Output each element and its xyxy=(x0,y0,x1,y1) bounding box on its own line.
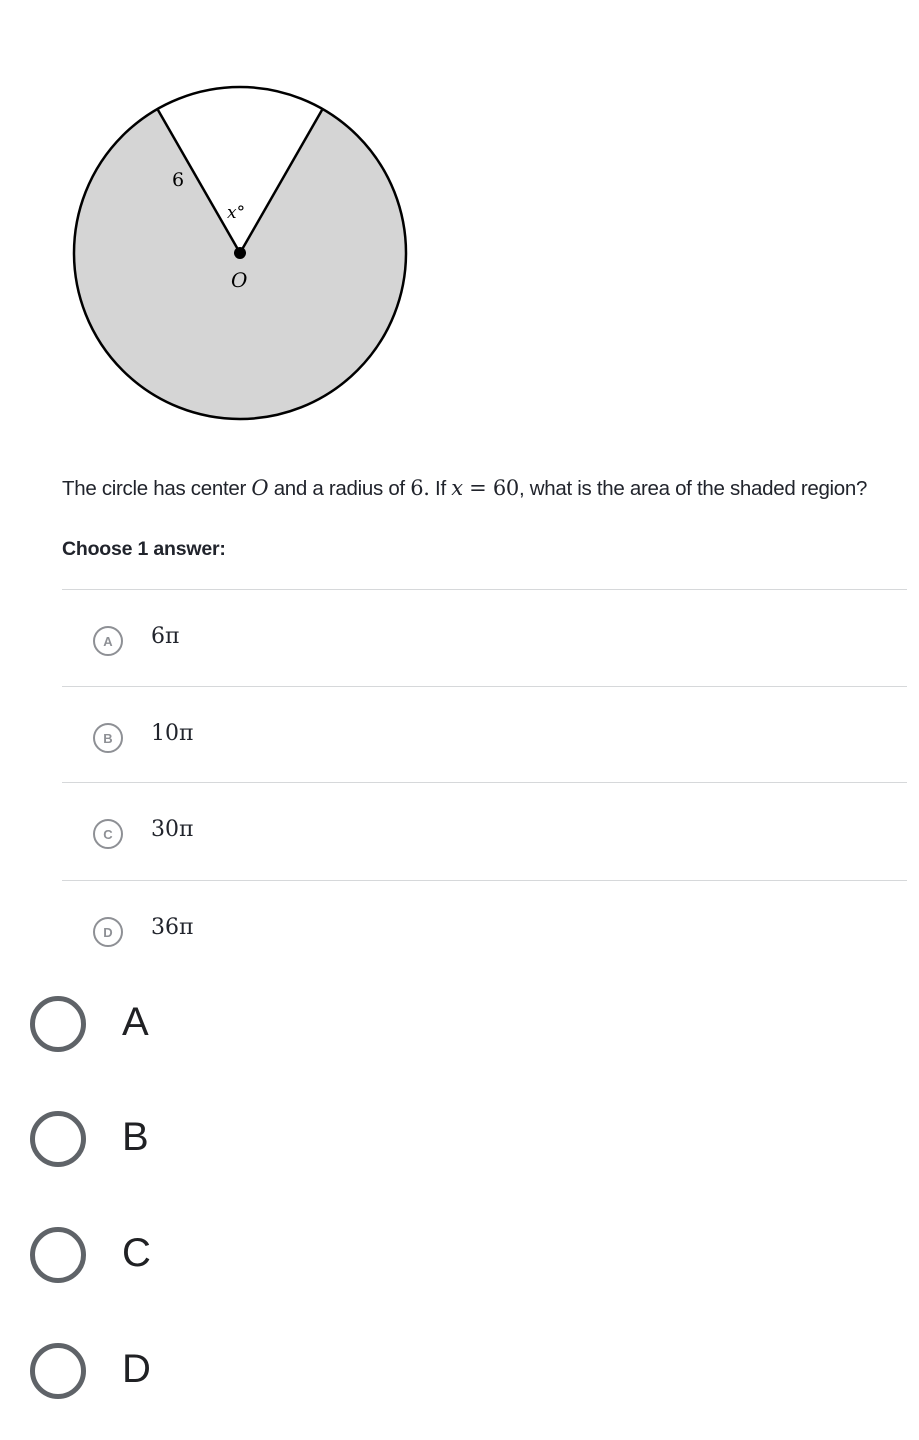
question-radius-value: 6. xyxy=(410,476,430,500)
answer-choice-b[interactable] xyxy=(62,686,907,782)
radio-option-c[interactable] xyxy=(28,1225,428,1289)
center-point xyxy=(234,247,246,259)
question-equals-value: = 60 xyxy=(462,476,519,500)
choice-letter-badge: C xyxy=(93,819,123,849)
radio-option-b[interactable] xyxy=(28,1109,428,1173)
radius-label: 6 xyxy=(172,169,185,191)
choice-letter-badge: B xyxy=(93,723,123,753)
choice-value: 10π xyxy=(151,721,194,746)
shaded-region xyxy=(74,110,406,420)
choice-letter-badge: D xyxy=(93,917,123,947)
radio-option-d[interactable] xyxy=(28,1341,428,1405)
question-center-var: O xyxy=(251,476,269,500)
answer-choice-c[interactable] xyxy=(62,782,907,878)
question-part2: and a radius of xyxy=(268,477,411,500)
radio-option-a[interactable] xyxy=(28,994,428,1058)
radio-label: B xyxy=(122,1115,149,1159)
radio-label: C xyxy=(122,1231,151,1275)
question-text xyxy=(62,476,912,501)
radio-label: D xyxy=(122,1347,151,1391)
choose-answer-label: Choose 1 answer: xyxy=(62,538,226,560)
question-part3: If xyxy=(429,477,452,500)
choice-value: 36π xyxy=(151,915,194,940)
question-part1: The circle has center xyxy=(62,477,252,500)
answer-choice-d[interactable] xyxy=(62,880,907,976)
choice-value: 30π xyxy=(151,817,194,842)
question-part4: , what is the area of the shaded region? xyxy=(518,477,868,500)
question-x-var: x xyxy=(451,476,463,500)
radio-button-icon[interactable] xyxy=(30,996,86,1052)
answer-choice-a[interactable] xyxy=(62,589,907,685)
radio-button-icon[interactable] xyxy=(30,1227,86,1283)
choice-letter-badge: A xyxy=(93,626,123,656)
angle-label: x° xyxy=(227,203,246,223)
radio-button-icon[interactable] xyxy=(30,1111,86,1167)
radio-button-icon[interactable] xyxy=(30,1343,86,1399)
center-label: O xyxy=(231,268,248,292)
radio-label: A xyxy=(122,1000,149,1044)
circle-sector-diagram xyxy=(0,0,919,460)
choice-value: 6π xyxy=(151,624,180,649)
